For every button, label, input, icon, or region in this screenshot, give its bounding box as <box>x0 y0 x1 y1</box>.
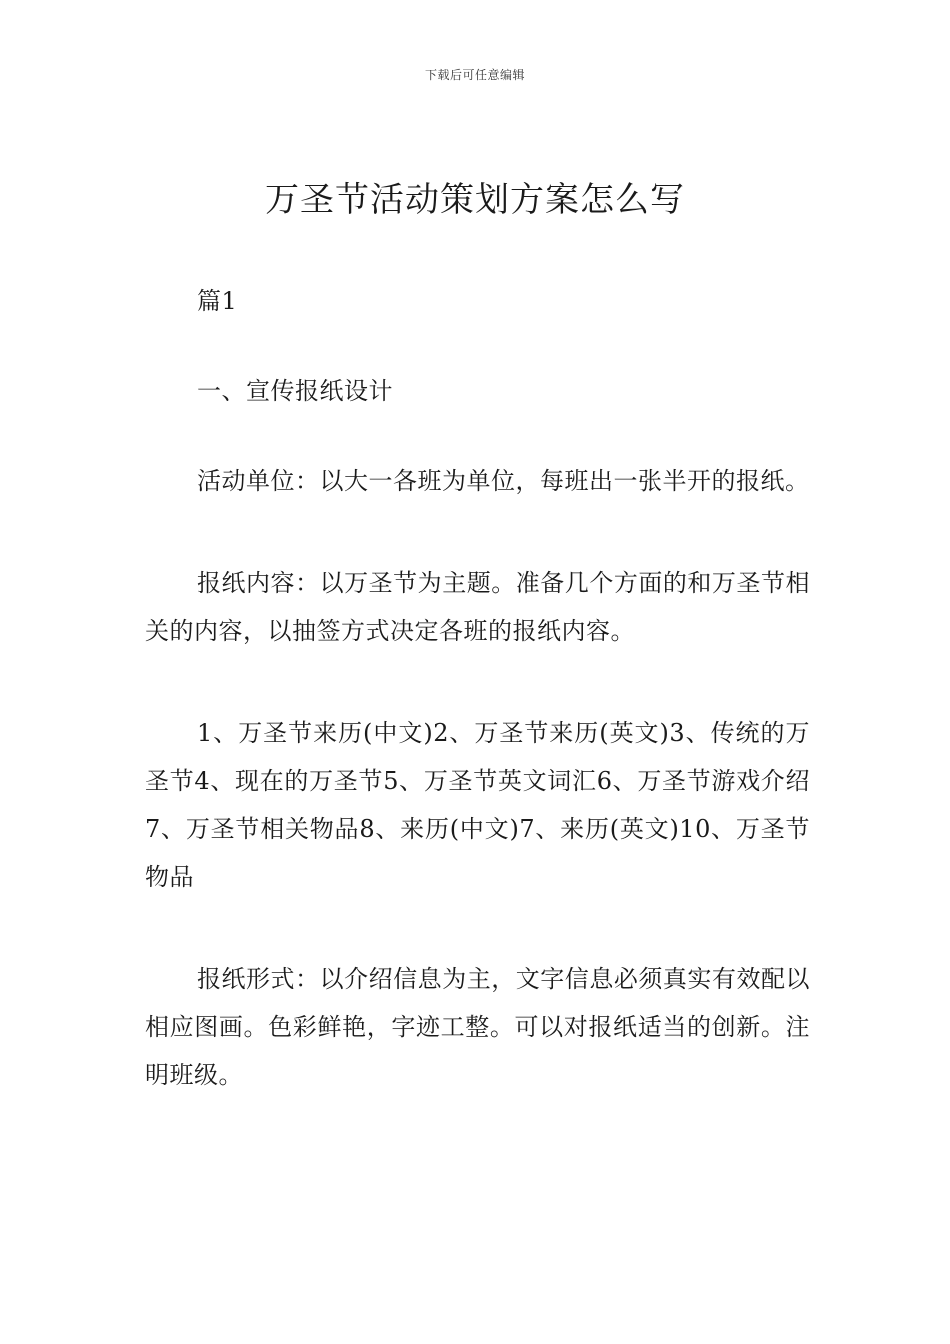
section-label: 篇1 <box>197 287 238 315</box>
paragraph-newspaper-content: 报纸内容：以万圣节为主题。准备几个方面的和万圣节相关的内容，以抽签方式决定各班的报纸内容。 <box>145 569 810 645</box>
document-title: 万圣节活动策划方案怎么写 <box>265 180 685 220</box>
document-body <box>145 277 810 1153</box>
paragraph-newspaper-format: 报纸形式：以介绍信息为主，文字信息必须真实有效配以相应图画。色彩鲜艳，字迹工整。可以对报纸适当的创新。注明班级。 <box>145 965 810 1089</box>
page-header-note: 下载后可任意编辑 <box>424 68 525 82</box>
section-heading: 一、宣传报纸设计 <box>197 377 393 405</box>
paragraph-activity-unit: 活动单位：以大一各班为单位，每班出一张半开的报纸。 <box>197 467 810 495</box>
paragraph-topic-list: 1、万圣节来历(中文)2、万圣节来历(英文)3、传统的万圣节4、现在的万圣节5、万圣节英文词汇6、万圣节游戏介绍7、万圣节相关物品8、来历(中文)7、来历(英文)10、万圣节物品 <box>145 719 810 891</box>
